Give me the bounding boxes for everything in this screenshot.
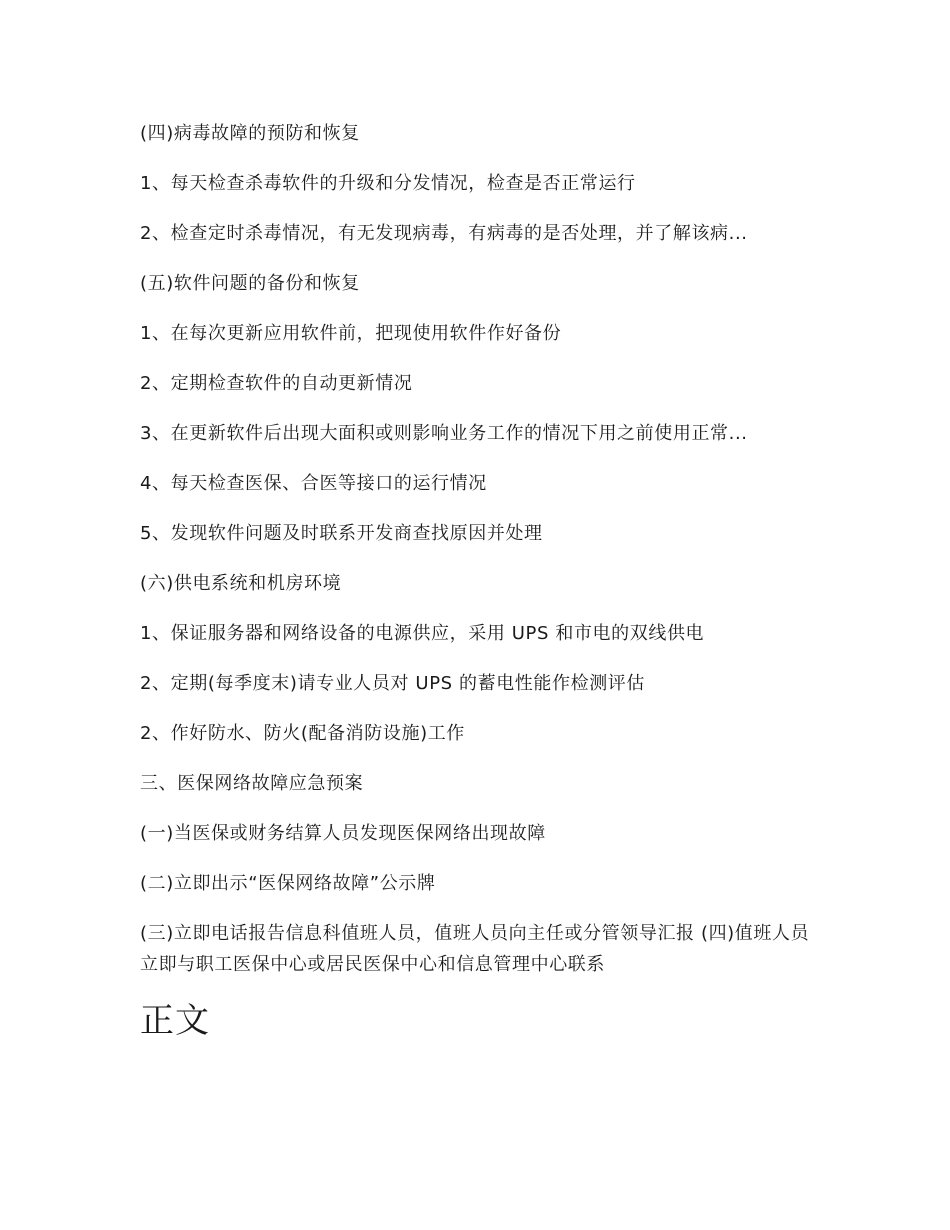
list-item: 1、在每次更新应用软件前，把现使用软件作好备份	[140, 323, 562, 344]
section-heading-power: (六)供电系统和机房环境	[140, 573, 342, 594]
list-item: 2、检查定时杀毒情况，有无发现病毒，有病毒的是否处理，并了解该病...	[140, 223, 748, 244]
list-item: 5、发现软件问题及时联系开发商查找原因并处理	[140, 523, 543, 544]
list-item: 2、定期检查软件的自动更新情况	[140, 373, 413, 394]
list-item: 3、在更新软件后出现大面积或则影响业务工作的情况下用之前使用正常...	[140, 423, 748, 444]
list-item: (三)立即电话报告信息科值班人员，值班人员向主任或分管领导汇报 (四)值班人员立即与职工医保中心或居民医保中心和信息管理中心联系	[140, 923, 810, 975]
document-body	[140, 118, 820, 1043]
list-item: 4、每天检查医保、合医等接口的运行情况	[140, 473, 487, 494]
section-heading-software: (五)软件问题的备份和恢复	[140, 273, 360, 294]
list-item: (一)当医保或财务结算人员发现医保网络出现故障	[140, 823, 546, 844]
list-item: 1、每天检查杀毒软件的升级和分发情况，检查是否正常运行	[140, 173, 636, 194]
section-heading-virus: (四)病毒故障的预防和恢复	[140, 123, 360, 144]
list-item: 2、作好防水、防火(配备消防设施)工作	[140, 723, 465, 744]
body-heading: 正文	[140, 1001, 210, 1041]
list-item: (二)立即出示“医保网络故障”公示牌	[140, 873, 436, 894]
list-item: 1、保证服务器和网络设备的电源供应，采用 UPS 和市电的双线供电	[140, 623, 705, 644]
section-heading-emergency: 三、医保网络故障应急预案	[140, 773, 364, 794]
list-item: 2、定期(每季度末)请专业人员对 UPS 的蓄电性能作检测评估	[140, 673, 645, 694]
